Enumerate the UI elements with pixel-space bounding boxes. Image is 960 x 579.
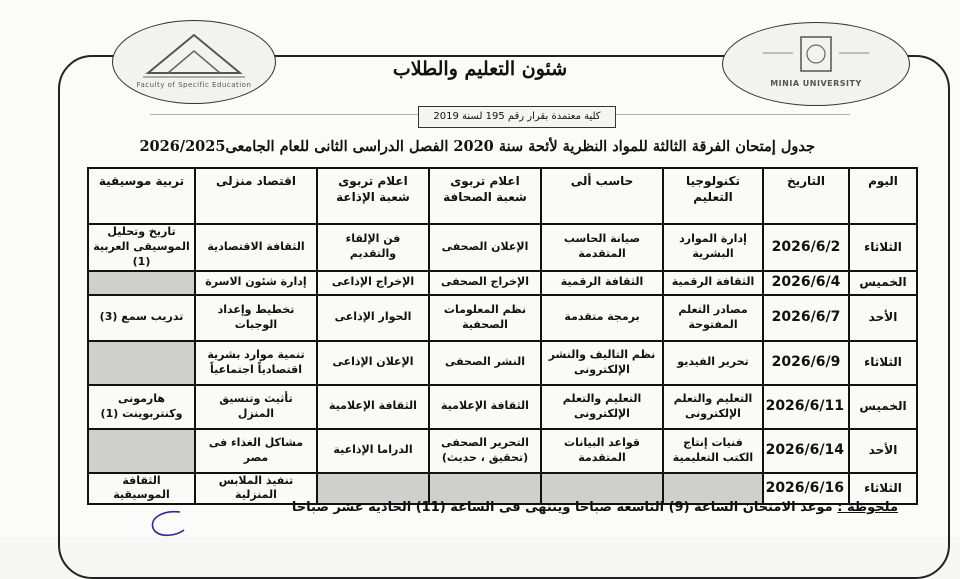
subject-cell-computer: الثقافة الرقمية bbox=[541, 271, 663, 295]
table-row bbox=[88, 341, 917, 385]
approval-stamp: كلية معتمدة بقرار رقم 195 لسنة 2019 bbox=[418, 106, 616, 128]
subject-cell-broadcast-media: الثقافة الإعلامية bbox=[317, 385, 429, 429]
subject-cell-edu-tech: إدارة الموارد البشرية bbox=[663, 224, 763, 271]
subject-cell-home-economics: تأثيث وتنسيق المنزل bbox=[195, 385, 317, 429]
subject-cell-home-economics: تنفيذ الملابس المنزلية bbox=[195, 473, 317, 505]
column-header-date: التاريخ bbox=[763, 168, 849, 224]
subject-cell-home-economics: إدارة شئون الاسرة bbox=[195, 271, 317, 295]
column-header-broadcast-media: اعلام تربوى شعبة الإذاعة bbox=[317, 168, 429, 224]
subject-cell-music-education bbox=[88, 341, 195, 385]
subject-cell-press-media: نظم المعلومات الصحفية bbox=[429, 295, 541, 341]
university-logo: MINIA UNIVERSITY bbox=[722, 22, 910, 106]
note-text: موعد الامتحان الساعة (9) التاسعه صباحا وينتهى فى الساعة (11) الحاديه عشر صباحا bbox=[291, 500, 833, 515]
table-row bbox=[88, 295, 917, 341]
subject-cell-music-education: هارمونى وكنتربوينت (1) bbox=[88, 385, 195, 429]
column-header-press-media: اعلام تربوى شعبة الصحافة bbox=[429, 168, 541, 224]
subject-cell-music-education: تدريب سمع (3) bbox=[88, 295, 195, 341]
subject-cell-edu-tech: تحرير الفيديو bbox=[663, 341, 763, 385]
date-cell: 2026/6/7 bbox=[763, 295, 849, 341]
day-cell: الخميس bbox=[849, 385, 917, 429]
subject-cell-edu-tech: مصادر التعلم المفتوحة bbox=[663, 295, 763, 341]
column-header-edu-tech: تكنولوجيا التعليم bbox=[663, 168, 763, 224]
subject-cell-press-media: الثقافة الإعلامية bbox=[429, 385, 541, 429]
table-row bbox=[88, 224, 917, 271]
subject-cell-music-education bbox=[88, 271, 195, 295]
note-label: ملحوظة : bbox=[837, 500, 898, 515]
date-cell: 2026/6/16 bbox=[763, 473, 849, 505]
subject-cell-broadcast-media: فن الإلقاء والتقديم bbox=[317, 224, 429, 271]
pen-mark bbox=[140, 508, 200, 538]
department-title: شئون التعليم والطلاب bbox=[392, 58, 568, 80]
date-cell: 2026/6/4 bbox=[763, 271, 849, 295]
column-header-home-economics: اقتصاد منزلى bbox=[195, 168, 317, 224]
subject-cell-press-media: النشر الصحفى bbox=[429, 341, 541, 385]
subject-cell-broadcast-media: الدراما الإذاعية bbox=[317, 429, 429, 473]
subject-cell-broadcast-media: الإعلان الإذاعى bbox=[317, 341, 429, 385]
date-cell: 2026/6/9 bbox=[763, 341, 849, 385]
subject-cell-broadcast-media: الإخراج الإذاعى bbox=[317, 271, 429, 295]
subject-cell-music-education: تاريخ وتحليل الموسيقى العربية (1) bbox=[88, 224, 195, 271]
exam-schedule-table bbox=[87, 167, 918, 505]
subject-cell-computer: نظم التاليف والنشر الإلكترونى bbox=[541, 341, 663, 385]
subject-cell-computer: قواعد البيانات المتقدمة bbox=[541, 429, 663, 473]
subject-cell-edu-tech: الثقافة الرقمية bbox=[663, 271, 763, 295]
column-header-music-education: تربية موسيقية bbox=[88, 168, 195, 224]
subject-cell-home-economics: تخطيط وإعداد الوجبات bbox=[195, 295, 317, 341]
subject-cell-home-economics: تنمية موارد بشرية اقتصادياً اجتماعياً bbox=[195, 341, 317, 385]
day-cell: الثلاثاء bbox=[849, 341, 917, 385]
day-cell: الأحد bbox=[849, 295, 917, 341]
table-row bbox=[88, 271, 917, 295]
exam-note bbox=[78, 500, 898, 515]
subject-cell-edu-tech: فنيات إنتاج الكتب التعليمية bbox=[663, 429, 763, 473]
subject-cell-press-media: التحرير الصحفى (تحقيق ، حديث) bbox=[429, 429, 541, 473]
faculty-logo: Faculty of Specific Education bbox=[112, 20, 276, 104]
subject-cell-press-media: الإعلان الصحفى bbox=[429, 224, 541, 271]
subject-cell-broadcast-media: الحوار الإذاعى bbox=[317, 295, 429, 341]
day-cell: الثلاثاء bbox=[849, 473, 917, 505]
subject-cell-music-education bbox=[88, 429, 195, 473]
subject-cell-music-education: الثقافة الموسيقية bbox=[88, 473, 195, 505]
day-cell: الثلاثاء bbox=[849, 224, 917, 271]
subject-cell-computer: برمجة متقدمة bbox=[541, 295, 663, 341]
subject-cell-press-media: الإخراج الصحفى bbox=[429, 271, 541, 295]
column-header-day: اليوم bbox=[849, 168, 917, 224]
subject-cell-computer: التعليم والتعلم الإلكترونى bbox=[541, 385, 663, 429]
schedule-title: جدول إمتحان الفرقة الثالثة للمواد النظرية لأئحة سنة 2020 الفصل الدراسى الثانى للعام الجامعى2026/2025 bbox=[139, 138, 815, 155]
subject-cell-home-economics: مشاكل الغذاء فى مصر bbox=[195, 429, 317, 473]
table-header-row bbox=[88, 168, 917, 224]
day-cell: الخميس bbox=[849, 271, 917, 295]
column-header-computer: حاسب ألى bbox=[541, 168, 663, 224]
day-cell: الأحد bbox=[849, 429, 917, 473]
subject-cell-home-economics: الثقافة الاقتصادية bbox=[195, 224, 317, 271]
table-row bbox=[88, 385, 917, 429]
date-cell: 2026/6/14 bbox=[763, 429, 849, 473]
subject-cell-computer: صيانة الحاسب المتقدمة bbox=[541, 224, 663, 271]
table-row bbox=[88, 429, 917, 473]
date-cell: 2026/6/2 bbox=[763, 224, 849, 271]
subject-cell-edu-tech: التعليم والتعلم الإلكترونى bbox=[663, 385, 763, 429]
date-cell: 2026/6/11 bbox=[763, 385, 849, 429]
